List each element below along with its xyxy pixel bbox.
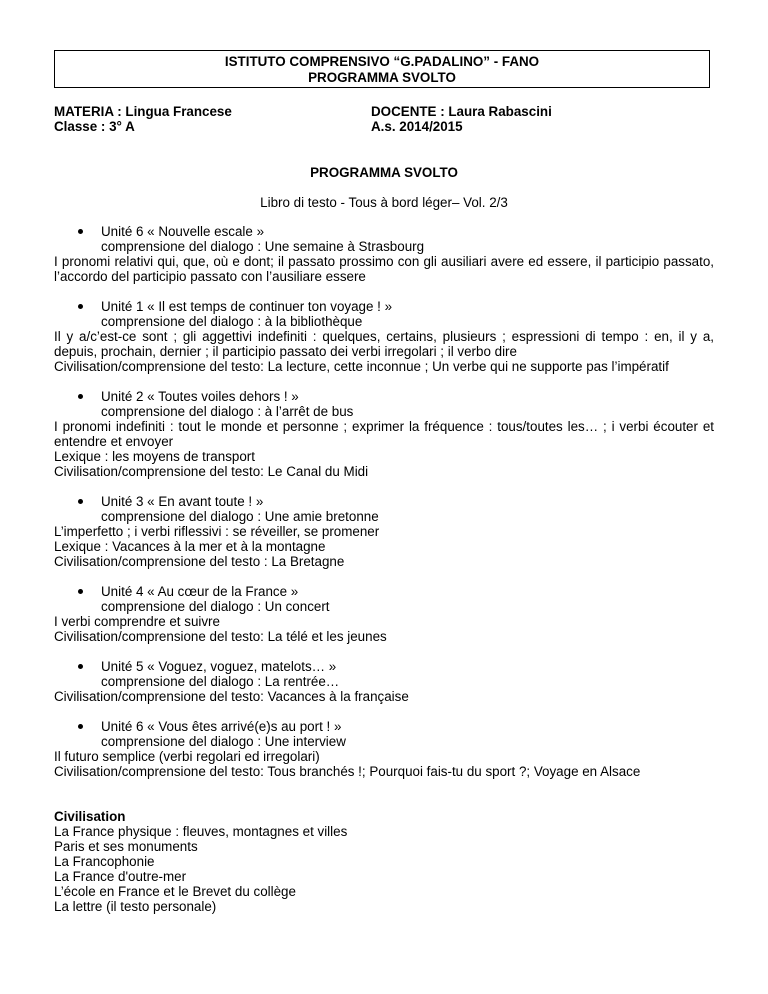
unit-heading: Unité 5 « Voguez, voguez, matelots… » xyxy=(54,659,714,674)
civilisation-item: La lettre (il testo personale) xyxy=(54,899,217,914)
unit-heading: Unité 4 « Au cœur de la France » xyxy=(54,584,714,599)
document-header xyxy=(54,50,710,88)
unit-text: Il futuro semplice (verbi regolari ed irregolari) xyxy=(54,749,320,764)
unit-block xyxy=(54,584,714,644)
civilisation-item: L’école en France et le Brevet du collège xyxy=(54,884,296,899)
unit-heading: Unité 2 « Toutes voiles dehors ! » xyxy=(54,389,714,404)
page-title: PROGRAMMA SVOLTO xyxy=(310,165,458,180)
unit-block xyxy=(54,224,714,284)
civilisation-section xyxy=(54,809,714,914)
unit-text: L’imperfetto ; i verbi riflessivi : se réveiller, se promener xyxy=(54,524,380,539)
class-label: Classe : 3° A xyxy=(54,119,135,134)
unit-dialogue: comprensione del dialogo : Une interview xyxy=(101,734,346,749)
unit-dialogue: comprensione del dialogo : Un concert xyxy=(101,599,330,614)
unit-block xyxy=(54,659,714,704)
unit-text: Civilisation/comprensione del testo: La télé et les jeunes xyxy=(54,629,387,644)
unit-text: Civilisation/comprensione del testo: Tous branchés !; Pourquoi fais-tu du sport ?; Voyage en Alsace xyxy=(54,764,641,779)
unit-dialogue: comprensione del dialogo : à l’arrêt de bus xyxy=(101,404,354,419)
unit-text: I verbi comprendre et suivre xyxy=(54,614,220,629)
civilisation-item: La Francophonie xyxy=(54,854,155,869)
unit-heading: Unité 6 « Nouvelle escale » xyxy=(54,224,714,239)
unit-heading: Unité 3 « En avant toute ! » xyxy=(54,494,714,509)
civilisation-item: La France d'outre-mer xyxy=(54,869,187,884)
school-name: ISTITUTO COMPRENSIVO “G.PADALINO” - FANO xyxy=(224,54,540,69)
unit-dialogue: comprensione del dialogo : à la bibliothèque xyxy=(101,314,363,329)
unit-dialogue: comprensione del dialogo : Une amie bretonne xyxy=(101,509,379,524)
unit-text: Lexique : les moyens de transport xyxy=(54,449,255,464)
unit-text: Civilisation/comprensione del testo: La lecture, cette inconnue ; Un verbe qui ne supporte pas l’impératif xyxy=(54,359,669,374)
unit-text: Civilisation/comprensione del testo: Le Canal du Midi xyxy=(54,464,369,479)
civilisation-heading: Civilisation xyxy=(54,809,126,824)
unit-block xyxy=(54,299,714,374)
meta-left xyxy=(54,104,232,134)
unit-dialogue: comprensione del dialogo : La rentrée… xyxy=(101,674,340,689)
program-content xyxy=(54,224,714,914)
unit-text: I pronomi relativi qui, que, où e dont; il passato prossimo con gli ausiliari avere ed essere, il participio passato, l’accordo del participio passato con l’ausiliare essere xyxy=(54,254,714,284)
unit-text: Lexique : Vacances à la mer et à la montagne xyxy=(54,539,326,554)
meta-right xyxy=(371,104,552,134)
unit-text: Civilisation/comprensione del testo : La Bretagne xyxy=(54,554,345,569)
unit-dialogue: comprensione del dialogo : Une semaine à Strasbourg xyxy=(101,239,425,254)
year-label: A.s. 2014/2015 xyxy=(371,119,463,134)
unit-block xyxy=(54,389,714,479)
subject-label: MATERIA : Lingua Francese xyxy=(54,104,232,119)
civilisation-item: Paris et ses monuments xyxy=(54,839,198,854)
unit-heading: Unité 6 « Vous êtes arrivé(e)s au port ! » xyxy=(54,719,714,734)
header-subtitle: PROGRAMMA SVOLTO xyxy=(308,70,456,85)
unit-text: Civilisation/comprensione del testo: Vacances à la française xyxy=(54,689,409,704)
unit-heading: Unité 1 « Il est temps de continuer ton voyage ! » xyxy=(54,299,714,314)
unit-block xyxy=(54,494,714,569)
teacher-label: DOCENTE : Laura Rabascini xyxy=(371,104,552,119)
unit-block xyxy=(54,719,714,779)
textbook-line: Libro di testo - Tous à bord léger– Vol. 2/3 xyxy=(260,195,508,210)
unit-text: I pronomi indefiniti : tout le monde et personne ; exprimer la fréquence : tous/toutes les… ; i verbi écouter et entendre et envoyer xyxy=(54,419,714,449)
unit-text: Il y a/c’est-ce sont ; gli aggettivi indefiniti : quelques, certains, plusieurs ; espressioni di tempo : en, il y a, depuis, prochain, dernier ; il participio passato dei verbi irregolari ; il verbo dire xyxy=(54,329,714,359)
civilisation-item: La France physique : fleuves, montagnes et villes xyxy=(54,824,348,839)
